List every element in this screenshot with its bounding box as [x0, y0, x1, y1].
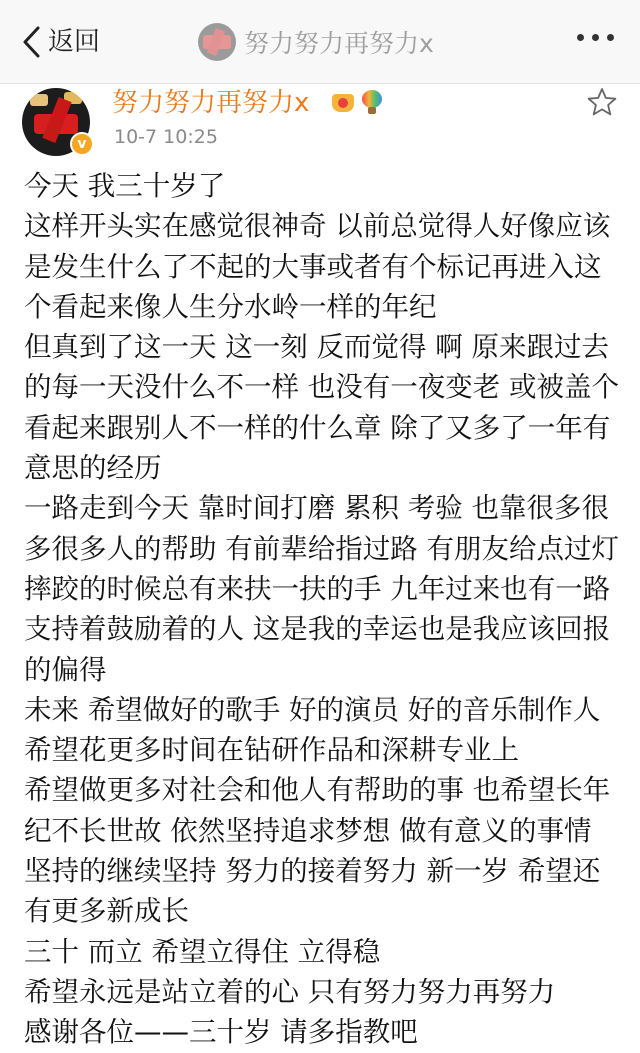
- post-header: [0, 84, 640, 154]
- chevron-left-icon: [22, 25, 42, 59]
- more-dots-icon[interactable]: [577, 34, 614, 41]
- crown-icon[interactable]: [330, 90, 356, 114]
- star-icon[interactable]: [586, 86, 618, 122]
- nav-avatar: [198, 23, 236, 61]
- nav-title-group: [198, 20, 434, 64]
- nav-title: 努力努力再努力x: [244, 29, 434, 58]
- top-navigation-bar: [0, 0, 640, 84]
- author-name[interactable]: 努力努力再努力x: [112, 88, 310, 118]
- verified-badge: v: [70, 132, 94, 156]
- user-badges: [330, 90, 384, 116]
- author-avatar-container[interactable]: [22, 88, 96, 156]
- post-body-text: 今天 我三十岁了 这样开头实在感觉很神奇 以前总觉得人好像应该是发生什么了不起的大事或者有个标记再进入这个看起来像人生分水岭一样的年纪 但真到了这一天 这一刻 反而觉得 啊 原来跟过去的每一天没什么不一样 也没有一夜变老 或被盖个看起来跟别人不一样的什么章 除了又多了一年有意思的经历 一路走到今天 靠时间打磨 累积 考验 也靠很多很多很多人的帮助 有前辈给指过路 有朋友给点过灯 摔跤的时候总有来扶一扶的手 九年过来也有一路支持着鼓励着的人 这是我的幸运也是我应该回报的偏得 未来 希望做好的歌手 好的演员 好的音乐制作人 希望花更多时间在钻研作品和深耕专业上 希望做更多对社会和他人有帮助的事 也希望长年纪不长世故 依然坚持追求梦想 做有意义的事情 坚持的继续坚持 努力的接着努力 新一岁 希望还有更多新成长 三十 而立 希望立得住 立得稳 希望永远是站立着的心 只有努力努力再努力 感谢各位——三十岁 请多指教吧: [24, 170, 619, 1049]
- hot-air-balloon-icon[interactable]: [360, 90, 384, 116]
- back-label: 返回: [48, 27, 101, 57]
- back-button[interactable]: [22, 22, 100, 62]
- post-timestamp: 10-7 10:25: [114, 126, 218, 148]
